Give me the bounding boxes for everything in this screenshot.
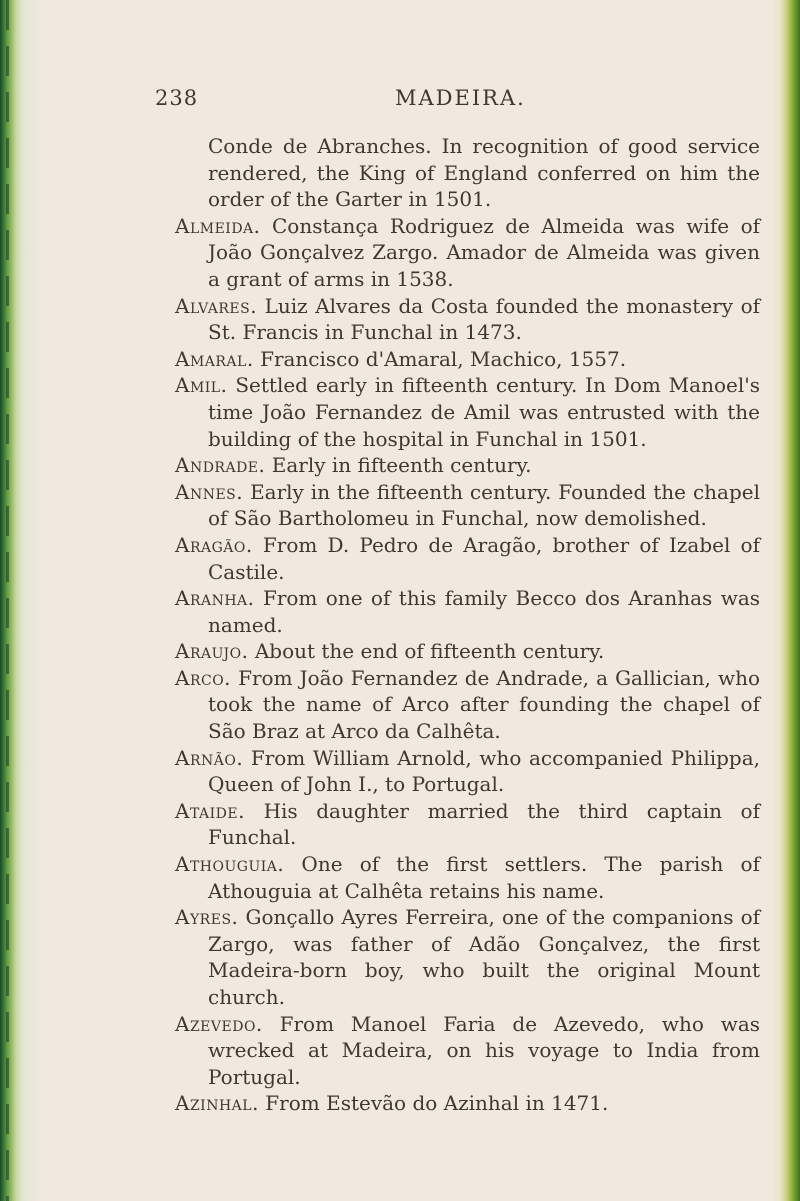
entry-alvares	[175, 293, 760, 346]
entry-name: Arnão.	[175, 745, 244, 770]
entry-amaral	[175, 346, 760, 373]
entry-annes	[175, 479, 760, 532]
entry-name: Ayres.	[175, 905, 239, 930]
entry-text: From D. Pedro de Aragão, brother of Izabel of Castile.	[208, 532, 760, 584]
entry-araujo	[175, 638, 760, 665]
entry-text: From William Arnold, who accompanied Philippa, Queen of John I., to Portugal.	[208, 745, 761, 797]
running-title: MADEIRA.	[395, 86, 526, 110]
entry-text: Constança Rodriguez de Almeida was wife of João Gonçalvez Zargo. Amador de Almeida was given a grant of arms in 1538.	[208, 213, 761, 291]
entry-continuation	[175, 133, 760, 213]
entry-azevedo	[175, 1011, 760, 1091]
entry-text: Early in fifteenth century.	[271, 453, 532, 478]
page-number: 238	[155, 86, 199, 110]
entry-andrade	[175, 452, 760, 479]
entry-aranha	[175, 585, 760, 638]
entry-text: Francisco d'Amaral, Machico, 1557.	[260, 346, 627, 371]
entry-arnao	[175, 745, 760, 798]
entry-azinhal	[175, 1090, 760, 1117]
entry-aragao	[175, 532, 760, 585]
entry-amil	[175, 372, 760, 452]
page-header	[155, 86, 755, 114]
entry-text: About the end of fifteenth century.	[254, 639, 605, 664]
entry-name: Andrade.	[175, 453, 266, 478]
entry-ayres	[175, 904, 760, 1010]
entry-text: From Estevão do Azinhal in 1471.	[265, 1091, 609, 1116]
entry-name: Amaral.	[175, 346, 254, 371]
entry-name: Araujo.	[175, 639, 249, 664]
entry-text: His daughter married the third captain of Funchal.	[208, 798, 760, 850]
entry-text: Settled early in fifteenth century. In Dom Manoel's time João Fernandez de Amil was entrusted with the building of the hospital in Funchal in 1501.	[208, 373, 761, 451]
entry-text: From Manoel Faria de Azevedo, who was wrecked at Madeira, on his voyage to India from Portugal.	[208, 1011, 761, 1089]
entry-name: Athouguia.	[175, 852, 285, 877]
entry-name: Amil.	[175, 373, 228, 398]
entry-name: Arco.	[175, 665, 232, 690]
entry-name: Almeida.	[175, 213, 261, 238]
entry-name: Aragão.	[175, 532, 253, 557]
entry-name: Azinhal.	[175, 1091, 259, 1116]
entry-ataide	[175, 798, 760, 851]
entry-name: Azevedo.	[175, 1011, 263, 1036]
entry-text: From João Fernandez de Andrade, a Gallician, who took the name of Arco after founding the chapel of São Braz at Arco da Calhêta.	[208, 665, 761, 744]
entry-text: Luiz Alvares da Costa founded the monastery of St. Francis in Funchal in 1473.	[208, 293, 761, 345]
entry-name: Ataide.	[175, 798, 245, 823]
entry-text: One of the first settlers. The parish of Athouguia at Calhêta retains his name.	[208, 852, 760, 903]
entry-name: Alvares.	[175, 293, 258, 318]
entry-name: Annes.	[175, 479, 244, 504]
entry-name: Aranha.	[175, 586, 255, 611]
entry-text: From one of this family Becco dos Aranhas was named.	[208, 586, 761, 637]
entry-arco	[175, 665, 760, 745]
body-text	[175, 133, 760, 1117]
entry-text: Early in the fifteenth century. Founded the chapel of São Bartholomeu in Funchal, now demolished.	[208, 479, 761, 531]
entry-athouguia	[175, 851, 760, 904]
entry-almeida	[175, 213, 760, 293]
entry-text: Conde de Abranches. In recognition of good service rendered, the King of England conferred on him the order of the Garter in 1501.	[208, 134, 760, 212]
entry-text: Gonçallo Ayres Ferreira, one of the companions of Zargo, was father of Adão Gonçalvez, the first Madeira-born boy, who built the original Mount church.	[208, 905, 761, 1009]
